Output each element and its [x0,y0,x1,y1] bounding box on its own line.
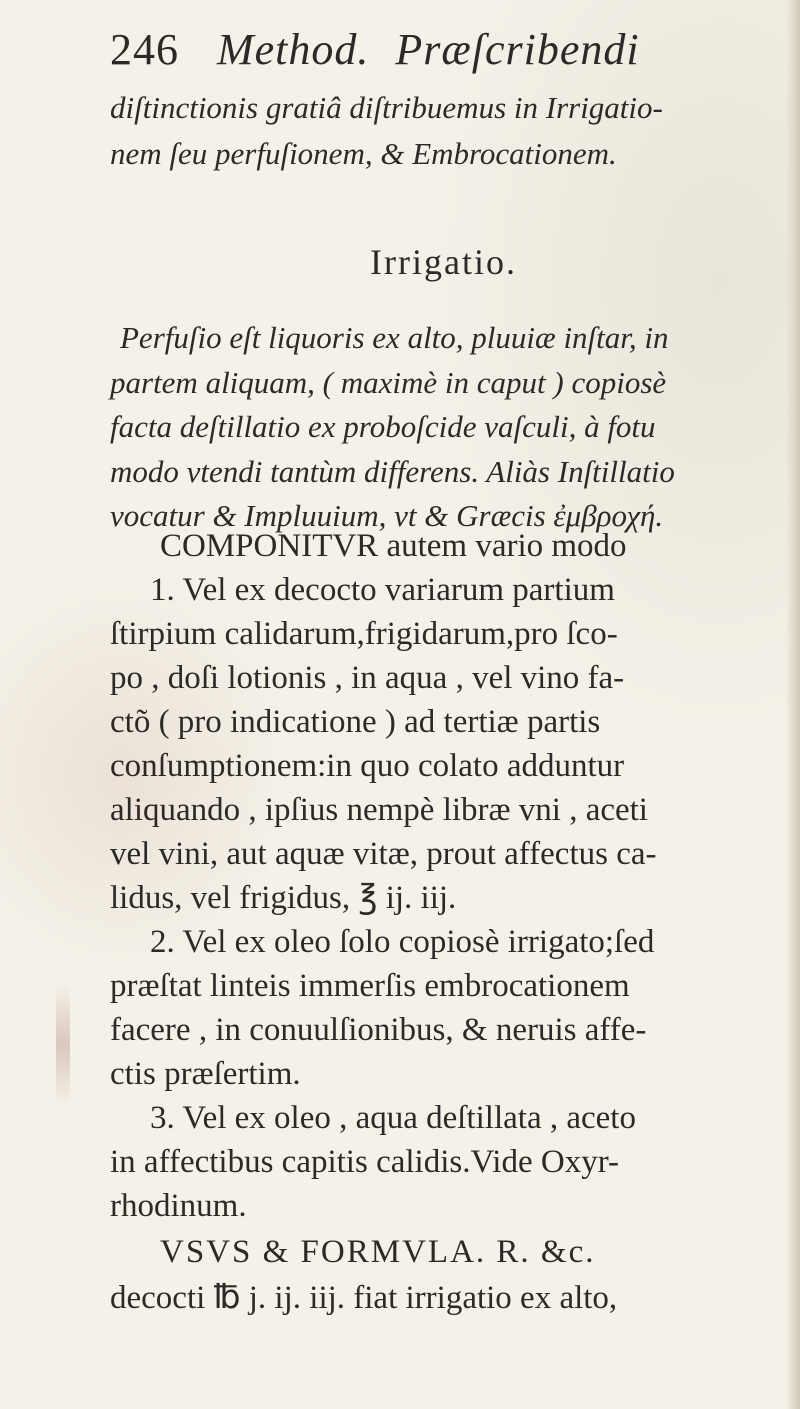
body-line: ſtirpium calidarum,frigidarum,pro ſco- [110,616,618,652]
intro-line: nem ſeu perfuſionem, & Embrocationem. [110,136,617,171]
definition-line: modo vtendi tantùm differens. Aliàs Inſtillatio [110,454,675,489]
body-line: 3. Vel ex oleo , aqua deſtillata , aceto [150,1100,636,1136]
body-line: ctõ ( pro indicatione ) ad tertiæ partis [110,704,601,740]
body-line: 1. Vel ex decocto variarum partium [150,572,615,608]
page-number: 246 [110,25,179,74]
definition-line: vocatur & Impluuium, vt & Græcis ἐμβροχή. [110,498,664,533]
intro-line: diſtinctionis gratiâ diſtribuemus in Irrigatio- [110,90,663,125]
paper-stain [56,985,70,1105]
body-line: vel vini, aut aquæ vitæ, prout affectus ca- [110,836,657,872]
body-line: facere , in conuulſionibus, & neruis affe- [110,1012,647,1048]
body-line: VSVS & FORMVLA. R. &c. [160,1234,596,1270]
body-line: COMPONITVR autem vario modo [160,528,627,564]
body-line: 2. Vel ex oleo ſolo copiosè irrigato;ſed [150,924,655,960]
body-line: decocti ℔ j. ij. iij. fiat irrigatio ex alto, [110,1280,618,1316]
body-line: conſumptionem:in quo colato adduntur [110,748,625,784]
body-line: aliquando , ipſius nempè libræ vni , aceti [110,792,648,828]
definition-line: facta deſtillatio ex proboſcide vaſculi, à fotu [110,409,656,444]
running-title: Method. Præſcribendi [217,25,640,74]
body-line: rhodinum. [110,1188,247,1224]
body-line: ctis præſertim. [110,1056,301,1092]
body-line: lidus, vel frigidus, ℥ ij. iij. [110,880,457,916]
definition-line: Perfuſio eſt liquoris ex alto, pluuiæ inſtar, in [120,320,669,355]
body-line: in affectibus capitis calidis.Vide Oxyr- [110,1144,620,1180]
running-header [110,25,640,74]
page-edge [786,0,800,1409]
section-title: Irrigatio. [370,242,517,282]
body-line: præſtat linteis immerſis embrocationem [110,968,630,1004]
body-line: po , doſi lotionis , in aqua , vel vino fa- [110,660,625,696]
definition-line: partem aliquam, ( maximè in caput ) copiosè [110,365,667,400]
